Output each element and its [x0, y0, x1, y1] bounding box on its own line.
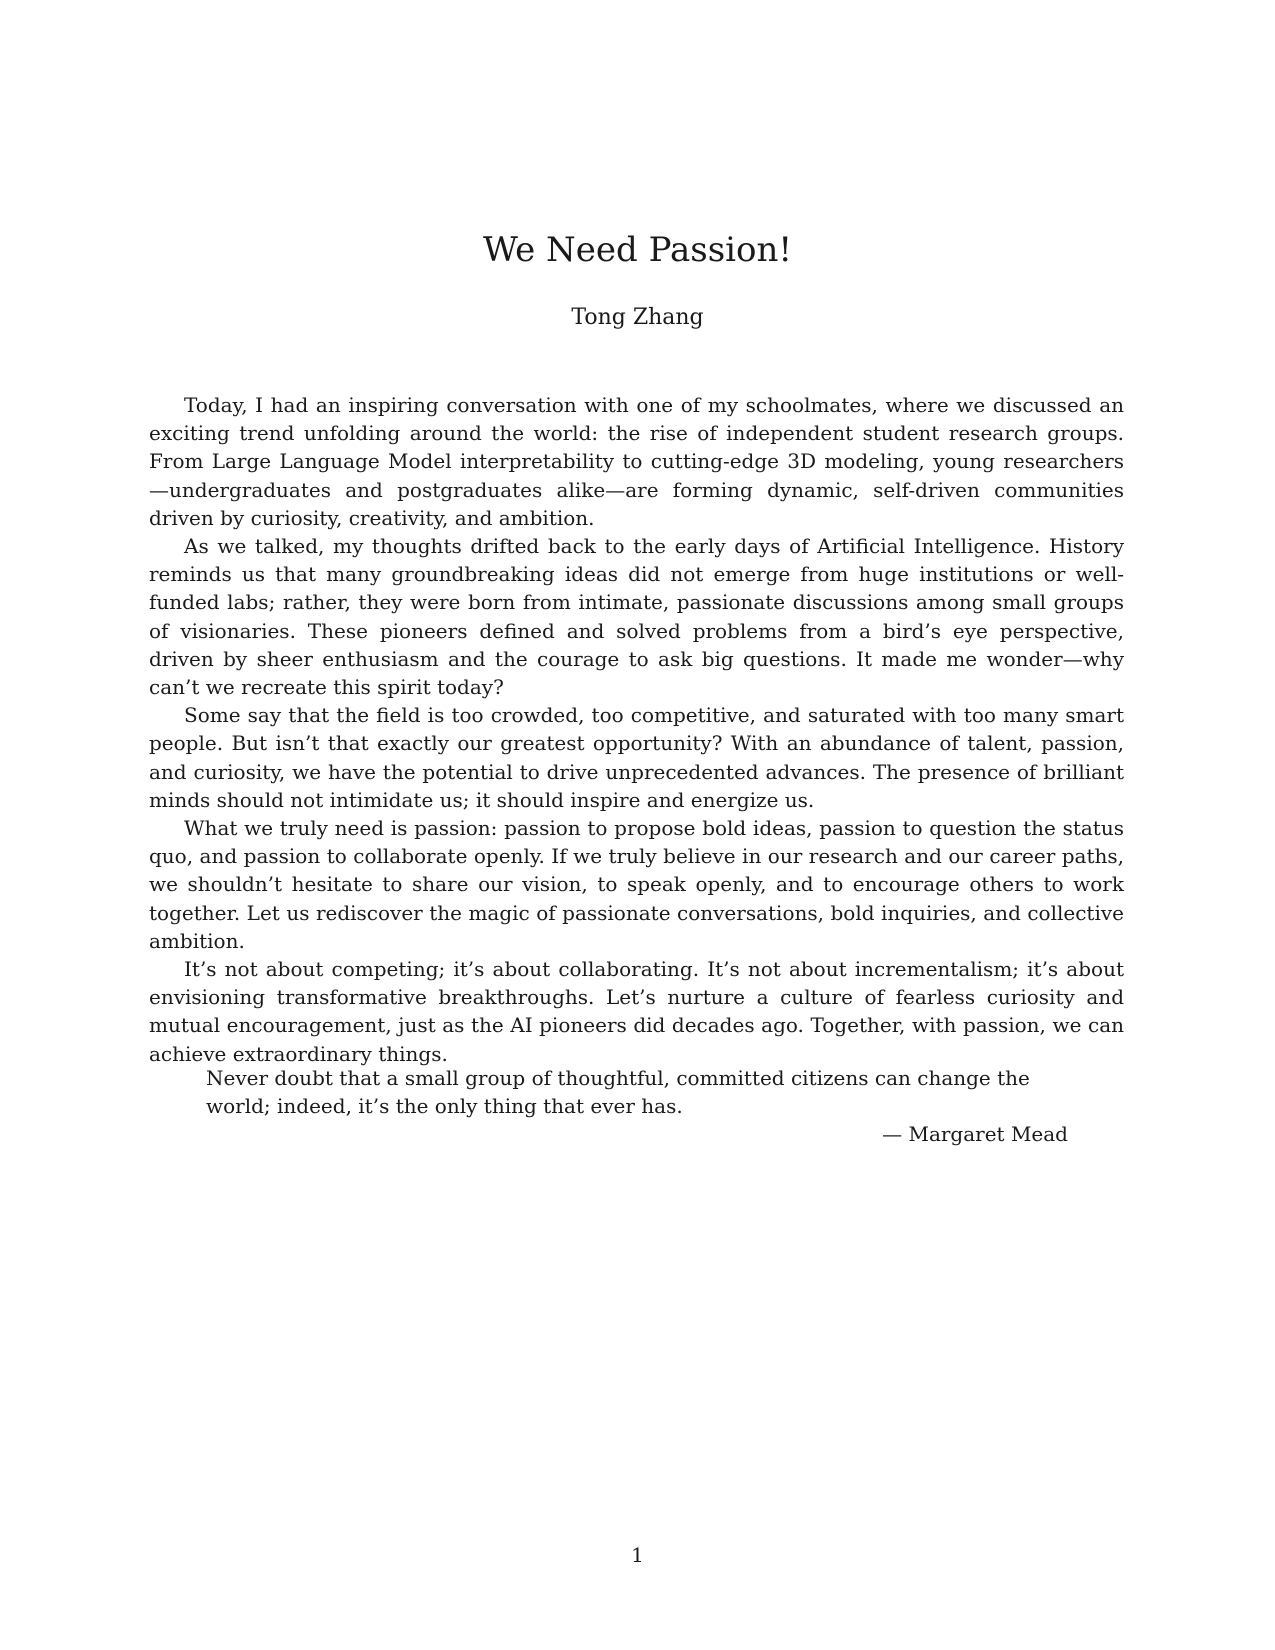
paragraph: It’s not about competing; it’s about collaborating. It’s not about incrementalism; it’s about envisioning transformative breakthroughs. Let’s nurture a culture of fearless curiosity and mutual encouragement, just as the AI pioneers did decades ago. Together, with passion, we can achieve extraordinary things.: [149, 957, 1124, 1066]
paragraph: Today, I had an inspiring conversation with one of my schoolmates, where we discussed an exciting trend unfolding around the world: the rise of independent student research groups. From Large Language Model interpretability to cutting-edge 3D modeling, young researchers—undergraduates and postgraduates alike—are forming dynamic, self-driven communities driven by curiosity, creativity, and ambition.: [149, 393, 1124, 530]
page-number: 1: [631, 1543, 644, 1567]
author-name: Tong Zhang: [571, 305, 704, 330]
document-body: [149, 391, 1124, 1068]
paragraph: As we talked, my thoughts drifted back to the early days of Artificial Intelligence. History reminds us that many groundbreaking ideas did not emerge from huge institutions or well-funded labs; rather, they were born from intimate, passionate discussions among small groups of visionaries. These pioneers defined and solved problems from a bird’s eye perspective, driven by sheer enthusiasm and the courage to ask big questions. It made me wonder—why can’t we recreate this spirit today?: [149, 534, 1124, 700]
document-title: We Need Passion!: [482, 230, 793, 270]
epigraph-quote: [206, 1064, 1068, 1149]
paragraph: Some say that the field is too crowded, too competitive, and saturated with too many smart people. But isn’t that exactly our greatest opportunity? With an abundance of talent, passion, and curiosity, we have the potential to drive unprecedented advances. The presence of brilliant minds should not intimidate us; it should inspire and energize us.: [149, 703, 1124, 812]
paragraph: What we truly need is passion: passion to propose bold ideas, passion to question the status quo, and passion to collaborate openly. If we truly believe in our research and our career paths, we shouldn’t hesitate to share our vision, to speak openly, and to encourage others to work together. Let us rediscover the magic of passionate conversations, bold inquiries, and collective ambition.: [149, 816, 1124, 953]
quote-text: Never doubt that a small group of thoughtful, committed citizens can change the world; indeed, it’s the only thing that ever has.: [206, 1066, 1030, 1119]
quote-attribution: — Margaret Mead: [882, 1122, 1068, 1147]
